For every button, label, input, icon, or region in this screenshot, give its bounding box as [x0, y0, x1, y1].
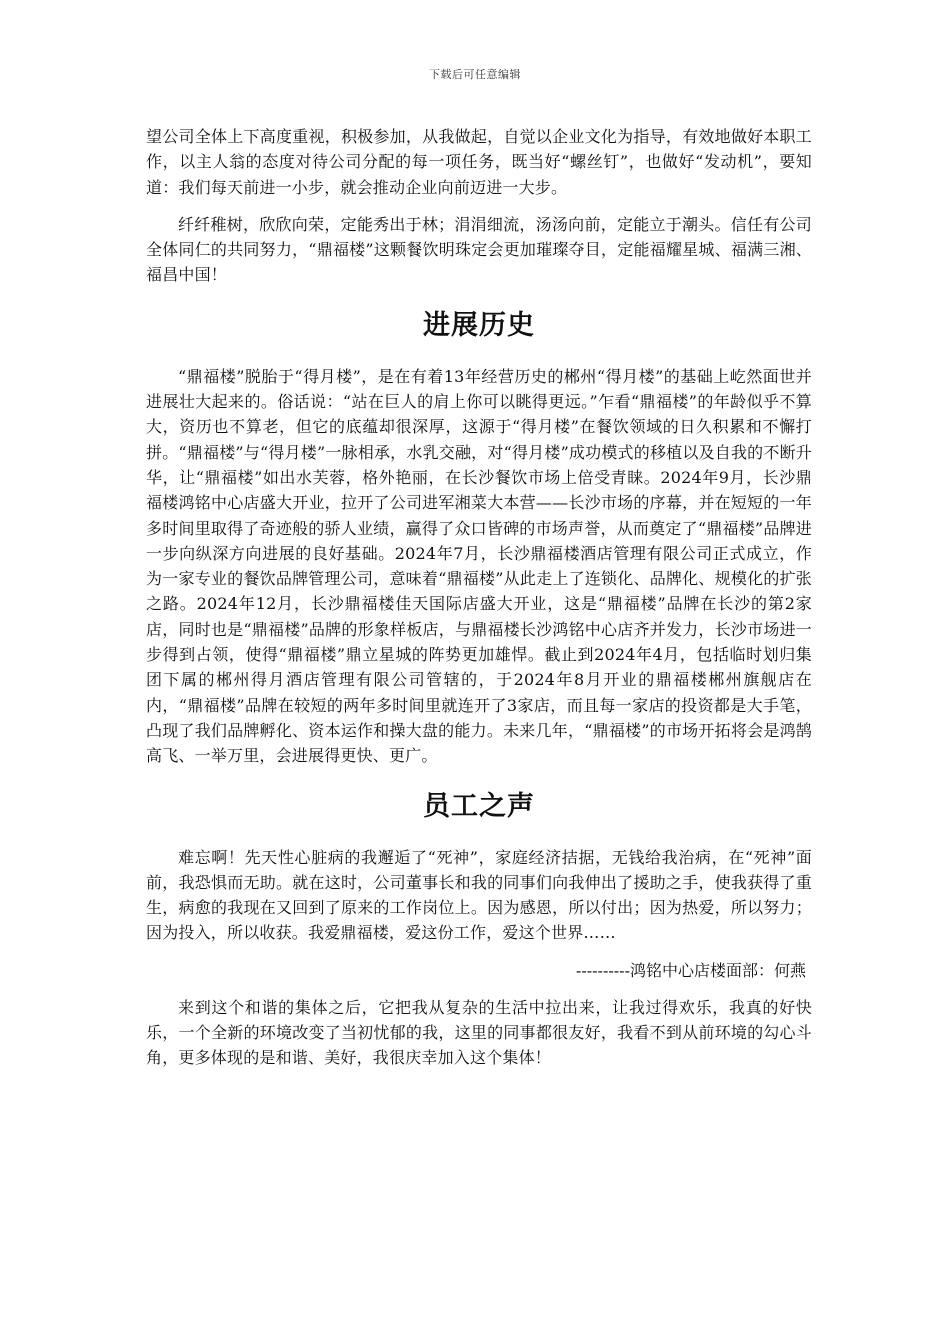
section-title-history: 进展历史: [423, 309, 535, 341]
voice-signature: ----------鸿铭中心店楼面部：何燕: [575, 960, 806, 980]
intro-paragraph-1: 望公司全体上下高度重视，积极参加，从我做起，自觉以企业文化为指导，有效地做好本职工作，以主人翁的态度对待公司分配的每一项任务，既当好“螺丝钉”，也做好“发动机”，要知道：我们每天前进一小步，就会推动企业向前迈进一大步。: [146, 127, 812, 197]
voice-paragraph-1: 难忘啊！先天性心脏病的我邂逅了“死神”，家庭经济拮据，无钱给我治病，在“死神”面前，我恐惧而无助。就在这时，公司董事长和我的同事们向我伸出了援助之手，使我获得了重生，病愈的我现在又回到了原来的工作岗位上。因为感恩，所以付出；因为热爱，所以努力；因为投入，所以收获。我爱鼎福楼，爱这份工作，爱这个世界……: [146, 847, 812, 943]
header-note: 下载后可任意编辑: [429, 68, 521, 81]
section-title-voices: 员工之声: [423, 790, 535, 822]
history-paragraph: “鼎福楼”脱胎于“得月楼”，是在有着13年经营历史的郴州“得月楼”的基础上屹然面世并进展壮大起来的。俗话说：“站在巨人的肩上你可以眺得更远。”乍看“鼎福楼”的年龄似乎不算大，资历也不算老，但它的底蕴却很深厚，这源于“得月楼”在餐饮领域的日久积累和不懈打拼。“鼎福楼”与“得月楼”一脉相承，水乳交融，对“得月楼”成功模式的移植以及自我的不断升华，让“鼎福楼”如出水芙蓉，格外艳丽，在长沙餐饮市场上倍受青睐。2024年9月，长沙鼎福楼鸿铭中心店盛大开业，拉开了公司进军湘菜大本营——长沙市场的序幕，并在短短的一年多时间里取得了奇迹般的骄人业绩，赢得了众口皆碑的市场声誉，从而奠定了“鼎福楼”品牌进一步向纵深方向进展的良好基础。2024年7月，长沙鼎福楼酒店管理有限公司正式成立，作为一家专业的餐饮品牌管理公司，意味着“鼎福楼”从此走上了连锁化、品牌化、规模化的扩张之路。2024年12月，长沙鼎福楼佳天国际店盛大开业，这是“鼎福楼”品牌在长沙的第2家店，同时也是“鼎福楼”品牌的形象样板店，与鼎福楼长沙鸿铭中心店齐并发力，长沙市场进一步得到占领，使得“鼎福楼”鼎立星城的阵势更加雄悍。截止到2024年4月，包括临时划归集团下属的郴州得月酒店管理有限公司管辖的，于2024年8月开业的鼎福楼郴州旗舰店在内，“鼎福楼”品牌在较短的两年多时间里就连开了3家店，而且每一家店的投资都是大手笔，凸现了我们品牌孵化、资本运作和操大盘的能力。未来几年，“鼎福楼”的市场开拓将会是鸿鹄高飞、一举万里，会进展得更快、更广。: [146, 366, 812, 766]
voice-paragraph-2: 来到这个和谐的集体之后，它把我从复杂的生活中拉出来，让我过得欢乐，我真的好快乐，一个全新的环境改变了当初忧郁的我，这里的同事都很友好，我看不到从前环境的勾心斗角，更多体现的是和谐、美好，我很庆幸加入这个集体！: [146, 997, 812, 1068]
document-content: [146, 124, 812, 1071]
intro-paragraph-2: 纤纤稚树，欣欣向荣，定能秀出于林；涓涓细流，汤汤向前，定能立于潮头。信任有公司全体同仁的共同努力，“鼎福楼”这颗餐饮明珠定会更加璀璨夺目，定能福耀星城、福满三湘、福昌中国！: [146, 214, 812, 285]
